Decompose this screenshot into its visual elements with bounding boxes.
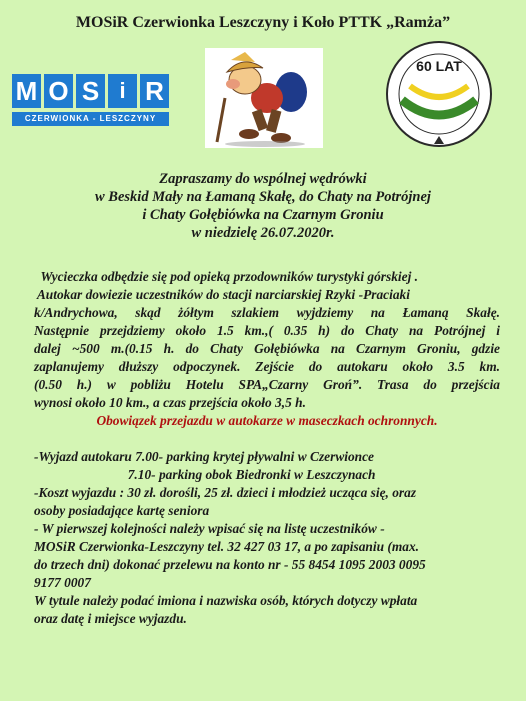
mosir-logo bbox=[12, 74, 172, 130]
invitation-line: w niedzielę 26.07.2020r. bbox=[191, 225, 335, 241]
invitation-heading bbox=[0, 170, 526, 242]
invitation-line: w Beskid Mały na Łamaną Skałę, do Chaty na Potrójnej bbox=[95, 189, 431, 205]
logo-subtitle: CZERWIONKA - LESZCZYNY bbox=[12, 112, 169, 126]
description-line: Autokar dowiezie uczestników do stacji narciarskiej Rzyki -Praciaki bbox=[34, 287, 410, 302]
logo-letter: O bbox=[44, 74, 73, 108]
description-line: k/Andrychowa, skąd żółtym szlakiem wyjdziemy na Łamaną Skałę. bbox=[34, 305, 500, 320]
details-line: oraz datę i miejsce wyjazdu. bbox=[34, 611, 187, 626]
description-line: (0.50 h.) w pobliżu Hotelu SPA„Czarny Groń”. Trasa do przejścia bbox=[34, 377, 500, 392]
details-line: - W pierwszej kolejności należy wpisać się na listę uczestników - bbox=[34, 521, 385, 536]
invitation-line: i Chaty Gołębiówka na Czarnym Groniu bbox=[142, 207, 384, 223]
pttk-60-years-badge bbox=[384, 38, 494, 150]
description-line: Następnie przejdziemy około 1.5 km.,( 0.35 h) do Chaty na Potrójnej i bbox=[34, 323, 500, 338]
logo-letter: S bbox=[76, 74, 105, 108]
details-line: MOSiR Czerwionka-Leszczyny tel. 32 427 03 17, a po zapisaniu (max. bbox=[34, 539, 420, 554]
logo-letter: M bbox=[12, 74, 41, 108]
anniversary-badge-icon bbox=[384, 38, 494, 150]
description-line: wynosi około 10 km., a czas przejścia około 3,5 h. bbox=[34, 395, 306, 410]
details-line: W tytule należy podać imiona i nazwiska osób, których dotyczy wpłata bbox=[34, 593, 418, 608]
details-line: 9177 0007 bbox=[34, 575, 91, 590]
hiker-mascot-icon bbox=[205, 48, 323, 148]
description-line: zaplanujemy dłuższy odpoczynek. Zejście do autokaru około 3.5 km. bbox=[34, 359, 500, 374]
description-line: dalej ~500 m.(0.15 h. do Chaty Gołębiówka na Czarnym Groniu, gdzie bbox=[34, 341, 500, 356]
details-line: osoby posiadające kartę seniora bbox=[34, 503, 210, 518]
hiker-mascot-image bbox=[205, 48, 323, 148]
spacer bbox=[34, 430, 500, 448]
invitation-line: Zapraszamy do wspólnej wędrówki bbox=[159, 171, 367, 187]
details-line: do trzech dni) dokonać przelewu na konto nr - 55 8454 1095 2003 0095 bbox=[34, 557, 426, 572]
mosir-logo-letters bbox=[12, 74, 172, 108]
trip-description bbox=[34, 268, 500, 628]
logo-letter: R bbox=[140, 74, 169, 108]
description-line: Wycieczka odbędzie się pod opieką przodowników turystyki górskiej . bbox=[34, 269, 418, 284]
details-line: -Koszt wyjazdu : 30 zł. dorośli, 25 zł. dzieci i młodzież ucząca się, oraz bbox=[34, 485, 417, 500]
badge-text: 60 LAT bbox=[416, 58, 462, 74]
logo-letter: i bbox=[108, 74, 137, 108]
details-line: 7.10- parking obok Biedronki w Leszczynach bbox=[34, 467, 376, 482]
mask-warning: Obowiązek przejazdu w autokarze w maseczkach ochronnych. bbox=[96, 413, 438, 428]
details-line: -Wyjazd autokaru 7.00- parking krytej pływalni w Czerwionce bbox=[34, 449, 375, 464]
page-title: MOSiR Czerwionka Leszczyny i Koło PTTK „Ramża” bbox=[75, 14, 451, 31]
